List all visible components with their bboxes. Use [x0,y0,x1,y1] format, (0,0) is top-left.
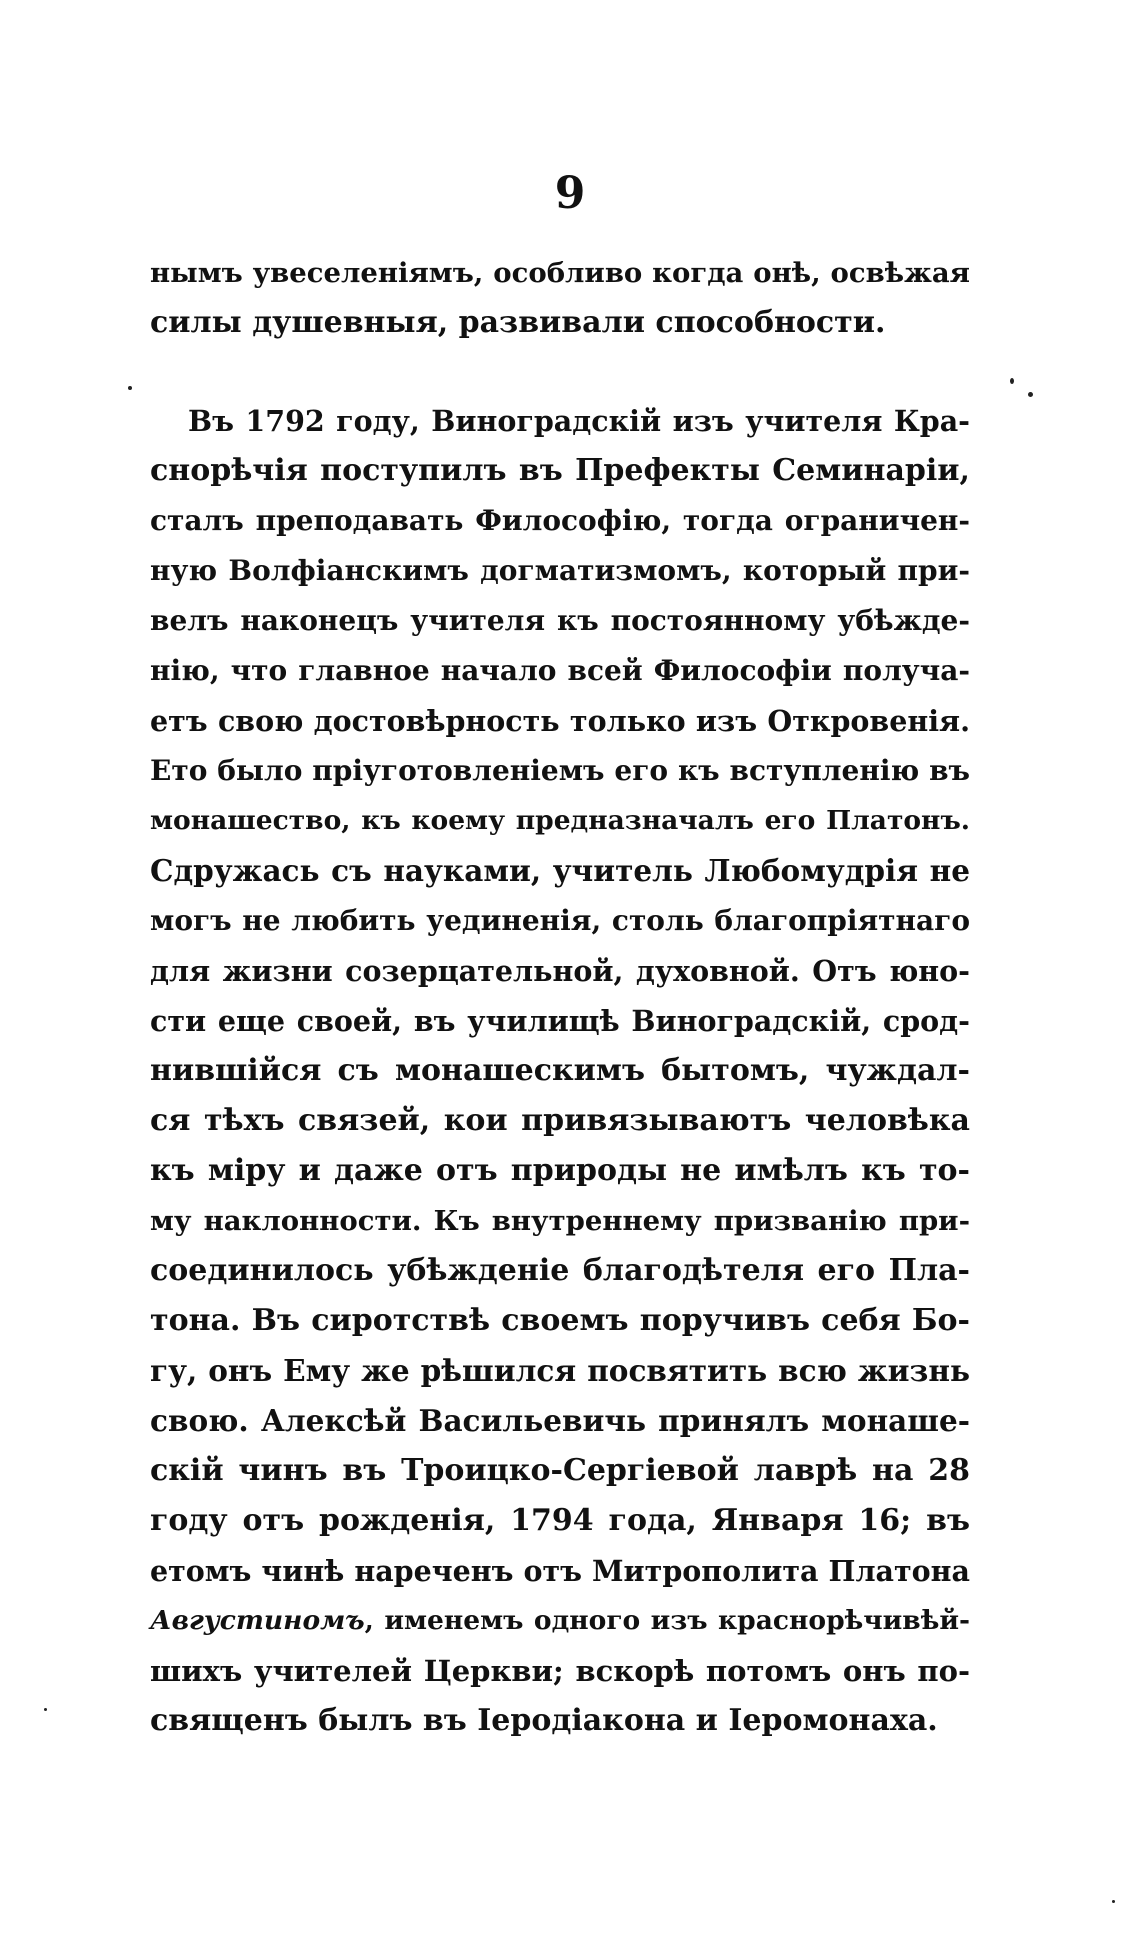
text-line: монашество, къ коему предназначалъ его Платонъ. [150,805,970,836]
text-line: шихъ учителей Церкви; вскорѣ потомъ онъ по- [150,1654,970,1688]
text-line: гу, онъ Ему же рѣшился посвятить всю жизнь [150,1353,970,1388]
italic-name: Августиномъ [150,1605,365,1636]
text-line: скій чинъ въ Троицко-Сергіевой лаврѣ на 28 [150,1453,970,1488]
text-line: нившійся съ монашескимъ бытомъ, чуждал- [150,1053,970,1088]
text-line: тона. Въ сиротствѣ своемъ поручивъ себя Бо- [150,1303,970,1338]
text-line: етъ свою достовѣрность только изъ Откровенія. [150,704,970,738]
text-line: къ міру и даже отъ природы не имѣлъ къ то- [150,1153,970,1188]
text-line: свою. Алексѣй Васильевичь принялъ монаше- [150,1403,970,1438]
text-line: для жизни созерцательной, духовной. Отъ юно- [150,954,970,988]
text-line: священъ былъ въ Іеродіакона и Іеромонаха. [150,1703,938,1738]
text-line: велъ наконецъ учителя къ постоянному убѣжде- [150,604,970,637]
text-line: ся тѣхъ связей, кои привязываютъ человѣка [150,1103,970,1138]
text-line: соединилось убѣжденіе благодѣтеля его Пла- [150,1253,970,1288]
text-line: етомъ чинѣ нареченъ отъ Митрополита Платона [150,1554,970,1588]
text-line: му наклонности. Къ внутреннему призванію при- [150,1205,970,1237]
text-line: году отъ рожденія, 1794 года, Января 16; въ [150,1503,970,1538]
scan-speck [1112,1900,1115,1903]
scan-speck [44,1708,47,1711]
scan-speck [128,386,132,390]
text-line: нію, что главное начало всей Философіи получа- [150,654,970,687]
text-line: Въ 1792 году, Виноградскій изъ учителя Кра- [188,404,970,438]
text-line: ную Волфіанскимъ догматизмомъ, который при- [150,554,970,587]
text-line: снорѣчія поступилъ въ Префекты Семинаріи, [150,453,970,488]
carry-over-paragraph [150,248,970,348]
main-paragraph [150,396,970,1746]
text-line: нымъ увеселеніямъ, особливо когда онѣ, освѣжая [150,257,970,289]
text-line: сталъ преподавать Философію, тогда ограничен- [150,504,970,537]
text-line-with-italic [150,1596,970,1646]
text-line-rest: , именемъ одного изъ краснорѣчивѣй- [364,1605,970,1636]
scan-speck [1010,378,1014,384]
page-number: 9 [554,168,586,219]
text-line: Сдружась съ науками, учитель Любомудрія не [150,853,970,888]
scan-speck [1028,392,1033,397]
text-line: могъ не любить уединенія, столь благопріятнаго [150,904,970,937]
text-line: сти еще своей, въ училищѣ Виноградскій, срод- [150,1004,970,1038]
text-line: Ето было пріуготовленіемъ его къ вступленію въ [150,754,970,787]
text-line: силы душевныя, развивали способности. [150,305,886,340]
